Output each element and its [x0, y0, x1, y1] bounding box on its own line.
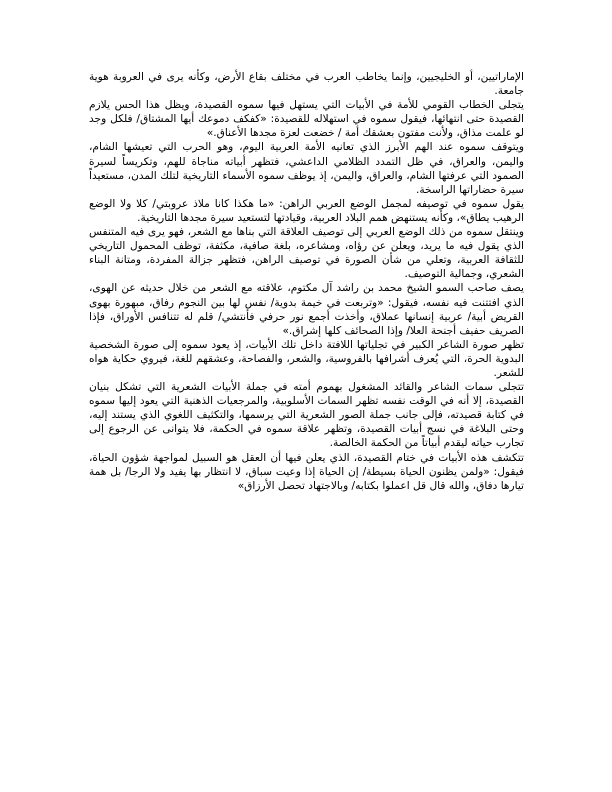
paragraph: يتجلى الخطاب القومي للأمة في الأبيات التي يستهل فيها سموه القصيدة، ويظل هذا الحس يلازم القصيدة حتى انتهائها، فيقول سموه في استهلاله للقصيدة: «كفكف دموعك أيها المشتاق/ فلكل وجد لو علمت مذاق، ولأنت مفتون بعشقك أمة / خضعت لعزة مجدها الأعناق.» — [89, 99, 524, 140]
paragraph: يصف صاحب السمو الشيخ محمد بن راشد آل مكتوم، علاقته مع الشعر من خلال حديثه عن الهوى، الذي افتتنت فيه نفسه، فيقول: «وتربعت في خيمة بدوية/ نفس لها بين النجوم رفاق، مبهورة بهوى القريض أبية/ عربية إنسانها عملاق، وأخذت أجمع نور حرفي فأنتشي/ قلم له تتنافس الأوراق، فإذا الصريف حفيف أجنحة العلا/ وإذا الصحائف كلها إشراق.» — [89, 282, 524, 337]
paragraph: ويتوقف سموه عند الهم الأبرز الذي تعانيه الأمة العربية اليوم، وهو الحرب التي تعيشها الشام، واليمن، والعراق، في ظل التمدد الظلامي الداعشي، فتظهر أبياته مناجاة للهم، وتكريساً لسيرة الصمود التي عرفتها الشام، والعراق، واليمن، إذ يوظف سموه الأسماء التاريخية لتلك المدن، مستعيداً سيرة حضاراتها الراسخة. — [89, 141, 524, 196]
paragraph: يقول سموه في توصيفه لمجمل الوضع العربي الراهن: «ما هكذا كانا ملاذ عروبتي/ كلا ولا الوضع الرهيب يطاق»، وكأنه يستنهض همم البلاد العربية، وقيادتها لتستعيد سيرة مجدها التاريخية. — [89, 197, 524, 224]
paragraph: تتكشف هذه الأبيات في ختام القصيدة، الذي يعلن فيها أن العقل هو السبيل لمواجهة شؤون الحياة، فيقول: «ولمن يظنون الحياة بسيطة/ إن الحياة إذا وعيت سباق، لا انتظار بها يفيد ولا الرجا/ بل همة تيارها دفاق، والله قال قل اعملوا بكتابه/ وبالاجتهاد تحصل الأرزاق» — [89, 451, 524, 492]
paragraph: تتجلى سمات الشاعر والقائد المشغول بهموم أمته في جملة الأبيات الشعرية التي تشكل بنيان القصيدة، إلا أنه في الوقت نفسه تظهر السمات الأسلوبية، والمرجعيات الذهنية التي يعود إليها سموه في كتابة قصيدته، فإلى جانب جملة الصور الشعرية التي يرسمها، والتكثيف اللغوي الذي يستند إليه، وحتى البلاغة في نسج أبيات القصيدة، وتظهر علاقة سموه في الحكمة، فلا يتوانى عن الرجوع إلى تجارب حياته ليقدم أبياتاً من الحكمة الخالصة. — [89, 381, 524, 450]
paragraph: وينتقل سموه من ذلك الوضع العربي إلى توصيف العلاقة التي بناها مع الشعر، فهو يرى فيه المتنفس الذي يقول فيه ما يريد، ويعلن عن رؤاه، ومشاعره، بلغة صافية، مكثفة، توظف المحمول التاريخي للثقافة العربية، وتعلي من شأن الصورة في توصيف الراهن، فتظهر جزالة المفردة، ومتانة البناء الشعري، وجمالية التوصيف. — [89, 226, 524, 281]
article-body — [89, 70, 524, 493]
paragraph: الإماراتيين، أو الخليجيين، وإنما يخاطب العرب في مختلف بقاع الأرض، وكأنه يرى في العروبة هوية جامعة. — [89, 71, 524, 98]
paragraph: تظهر صورة الشاعر الكبير في تجلياتها اللافتة داخل تلك الأبيات، إذ يعود سموه إلى صورة الشخصية البدوية الحرة، التي يُعرف أشرافها بالفروسية، والشعر، والفصاحة، وعشقهم للغة، فيروي حكاية هواه للشعر. — [89, 338, 524, 379]
